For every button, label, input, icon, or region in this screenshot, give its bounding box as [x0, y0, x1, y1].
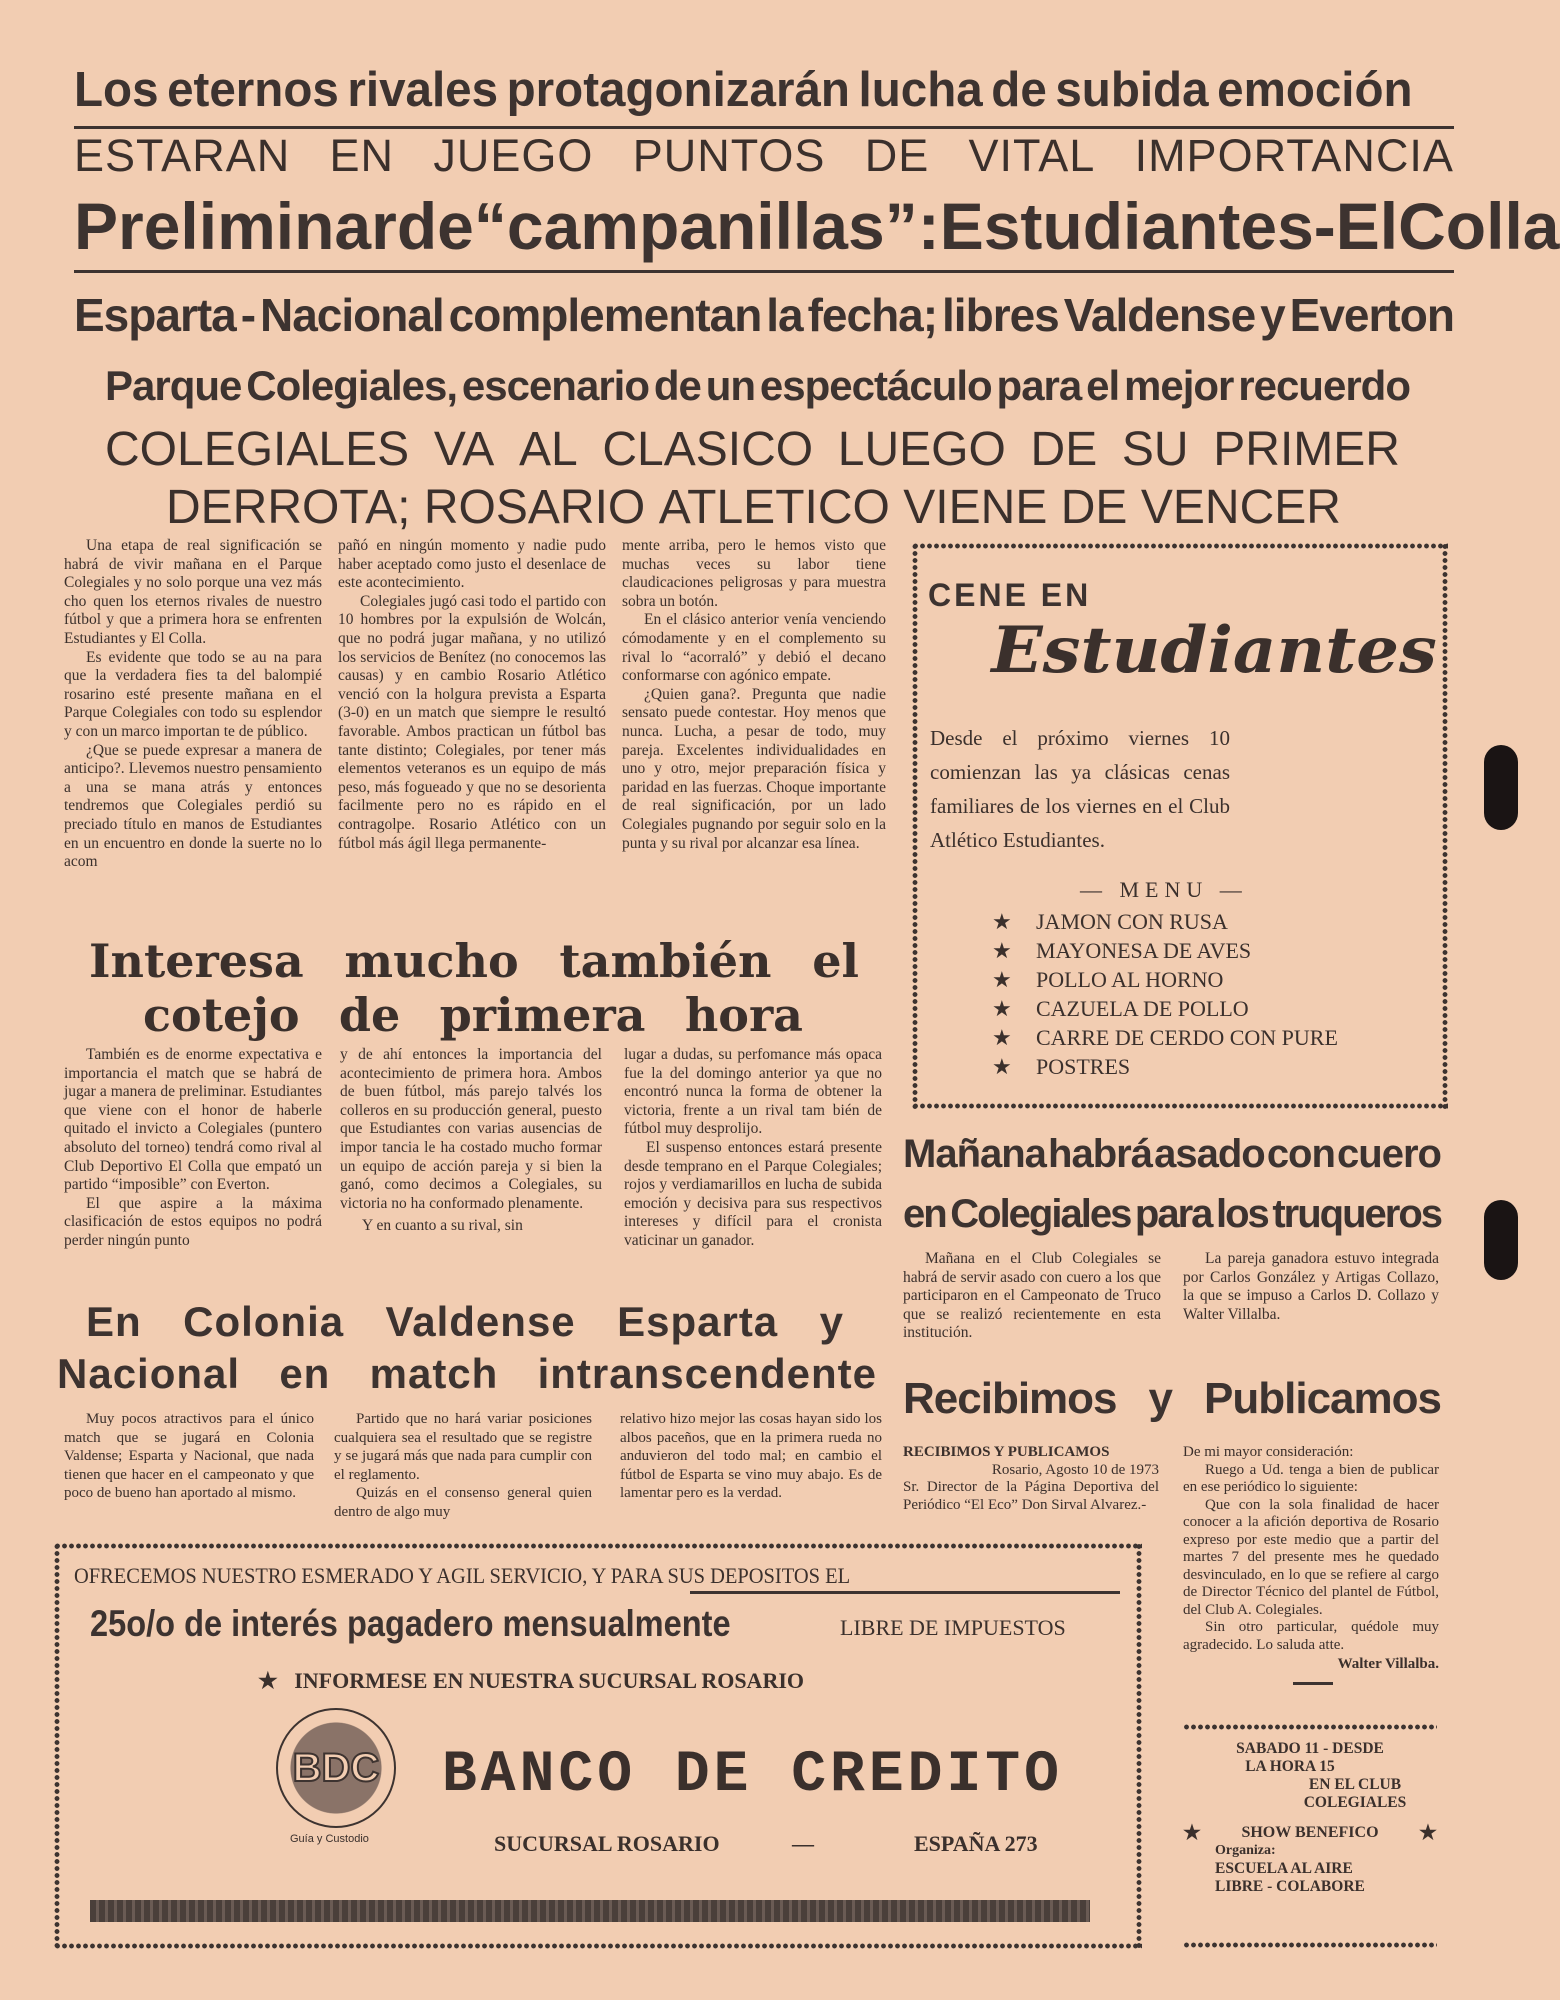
headline-word: cotejo: [143, 988, 300, 1042]
headline-word: COLEGIALES: [105, 423, 410, 476]
menu-item-label: CAZUELA DE POLLO: [1036, 996, 1249, 1021]
headline-word: un: [705, 362, 756, 409]
article2-column-2: [340, 1046, 602, 1236]
paragraph: relativo hizo mejor las cosas hayan sido los albos paceños, que en la primera rueda no anduvieron del todo mal; en cambio el fútbol de Esparta se vino muy abajo. Es de lamentar pero es la verdad.: [620, 1411, 882, 1502]
menu-item-label: JAMON CON RUSA: [1036, 909, 1228, 934]
headline-word: la: [766, 289, 803, 341]
paragraph: El suspenso entonces estará presente desde temprano en el Parque Colegiales; rojos y verdiamarillos en lucha de subida emoción y decisiva para sus respectivos intereses y difícil para el cronista vaticinar un ganador.: [624, 1138, 882, 1249]
headline-rule: [74, 270, 1454, 273]
bdc-motto: Guía y Custodio: [290, 1833, 369, 1845]
article1-column-3: [622, 537, 886, 853]
menu-item: [992, 936, 1338, 965]
headline-word: de: [396, 189, 474, 263]
dotted-border: [912, 1103, 1448, 1109]
headline-word: Colegiales: [950, 1192, 1131, 1236]
paragraph: ¿Quien gana?. Pregunta que nadie sensato puede contestar. Hoy menos que nunca. Lucha, a pesar de todo, muy pareja. Excelentes individualidades en uno y otro, mejor preparación física y paridad en las fuerzas. Choque importante de real significación, por un lado Colegiales pugnando por seguir solo en la punta y su rival por alcanzar esa línea.: [622, 685, 886, 852]
headline-word: de: [338, 988, 401, 1042]
headline-word: recuerdo: [1238, 362, 1410, 409]
paragraph: Ruego a Ud. tenga a bien de publicar en ese periódico lo siguiente:: [1183, 1461, 1439, 1495]
headline-word: el: [812, 934, 859, 988]
headline-word: mucho: [344, 934, 519, 988]
cene-estudiantes-ad: [912, 543, 1448, 1109]
paragraph: ¿Que se puede expresar a manera de anticipo?. Llevemos nuestro pensamiento a una se mana atrás y entonces tendremos que Colegiales perdió su preciado título en manos de Estudiantes en un encuentro en donde la suerte no lo acom: [64, 741, 322, 871]
headline-word: Preliminar: [74, 189, 397, 263]
headline-word: Esparta: [617, 1298, 779, 1345]
headline-word: eternos: [167, 63, 339, 117]
paragraph: Quizás en el consenso general quien dentro de algo muy: [334, 1485, 592, 1520]
headline-word: Colegiales,: [246, 362, 458, 409]
decorative-bar: [90, 1900, 1090, 1922]
headline-word: fecha;: [807, 289, 938, 341]
headline-7: [166, 480, 1341, 535]
dotted-border: [912, 543, 1448, 549]
paragraph: Muy pocos atractivos para el único match que se jugará en Colonia Valdense; Esparta y Nacional, que nada tienen que hacer en el campeonato y que poco de bueno han aportado al mismo.: [64, 1411, 314, 1502]
article1-column-1: [64, 537, 322, 872]
star-icon: ★: [992, 938, 1012, 963]
headline-word: Colonia: [183, 1298, 345, 1345]
headline-word: asado: [1154, 1132, 1265, 1176]
dotted-rule: [1183, 1942, 1437, 1948]
star-icon: ★: [1183, 1822, 1201, 1844]
paragraph: pañó en ningún momento y nadie pudo haber aceptado como justo el desenlace de este acontecimiento.: [338, 537, 606, 592]
show-organizer: ESCUELA AL AIRE: [1215, 1860, 1353, 1877]
headline-word: hora: [684, 988, 803, 1042]
headline-word: AL: [518, 423, 578, 476]
headline-word: Colla: [1398, 189, 1560, 263]
asado-column-1: [903, 1250, 1161, 1343]
headline-word: -: [1313, 189, 1336, 263]
headline-word: VENCER: [1140, 481, 1341, 534]
headline-word: truqueros: [1272, 1192, 1441, 1236]
headline-word: ESTARAN: [74, 130, 291, 181]
headline-word: mejor: [1124, 362, 1234, 409]
headline-word: CLASICO: [602, 423, 814, 476]
star-icon: ★: [992, 909, 1012, 934]
headline-word: Nacional: [259, 289, 444, 341]
star-icon: ★: [1419, 1822, 1437, 1844]
article2-column-3: [624, 1046, 882, 1251]
headline-word: con: [1266, 1132, 1335, 1176]
paragraph: El que aspire a la máxima clasificación de estos equipos no podrá perder ningún punto: [64, 1194, 322, 1249]
headline-word: en: [903, 1192, 946, 1236]
interest-rate-headline: 25o/o de interés pagadero mensualmente: [90, 1603, 731, 1644]
headline-word: espectáculo: [759, 362, 992, 409]
letter-signature: Walter Villalba.: [1337, 1656, 1439, 1672]
menu-list: [992, 907, 1338, 1081]
headline-word: Interesa: [89, 934, 304, 988]
paragraph: Y en cuanto a su rival, sin: [362, 1217, 523, 1235]
dotted-rule: [1183, 1724, 1437, 1730]
headline-word: El: [1335, 189, 1399, 263]
headline-word: también: [559, 934, 772, 988]
headline-word: Valdense: [1063, 289, 1256, 341]
headline-word: subida: [1055, 63, 1209, 117]
menu-item-label: POSTRES: [1036, 1054, 1131, 1079]
menu-item: [992, 1023, 1338, 1052]
letter-subhead: RECIBIMOS Y PUBLICAMOS: [903, 1444, 1110, 1460]
article3-title-2: [57, 1350, 877, 1398]
headline-word: Esparta: [74, 289, 236, 341]
asado-title-1: [903, 1132, 1441, 1177]
paragraph: En el clásico anterior venía venciendo cómodamente y en el complemento su rival lo “acorraló” y debió el decano conformarse con agónico empate.: [622, 611, 886, 685]
headline-word: emoción: [1217, 63, 1413, 117]
headline-word: JUEGO: [433, 130, 594, 181]
paragraph: Una etapa de real significación se habrá de vivir mañana en el Parque Colegiales y no solo porque una vez más cho quen los eternos rivales de nuestro fútbol y que a primera hora se enfrenten Estudiantes y El Colla.: [64, 537, 322, 647]
article3-column-2: [334, 1410, 592, 1522]
headline-word: Valdense: [385, 1298, 576, 1345]
menu-item-label: CARRE DE CERDO CON PURE: [1036, 1025, 1338, 1050]
headline-word: Estudiantes: [939, 189, 1314, 263]
show-organizer-2: LIBRE - COLABORE: [1215, 1878, 1365, 1895]
headline-word: DE: [864, 130, 930, 181]
dotted-border: [1442, 543, 1448, 1109]
headline-word: -: [240, 289, 256, 341]
paragraph: También es de enorme expectativa e importancia el match que se habrá de jugar a manera de preliminar. Estudiantes que viene con el honor de haberle quitado el invicto a Colegiales (puntero absoluto del torneo) tendrá como rival al Club Deportivo El Colla que empató un partido “imposible” con Everton.: [64, 1046, 322, 1194]
headline-word: intranscendente: [537, 1350, 877, 1397]
headline-word: Nacional: [57, 1350, 241, 1397]
headline-word: IMPORTANCIA: [1134, 130, 1454, 181]
letter-header: [903, 1444, 1159, 1514]
menu-item: [992, 994, 1338, 1023]
banco-de-credito-ad: [54, 1543, 1142, 1949]
show-date: SABADO 11 - DESDE: [1236, 1740, 1384, 1757]
show-place: EN EL CLUB: [1308, 1776, 1402, 1793]
headline-word: Los: [74, 63, 159, 117]
headline-6: [105, 422, 1400, 477]
paragraph: Partido que no hará variar posiciones cualquiera sea el resultado que se registre y se jugará más que nada para cumplir con el reglamento.: [334, 1411, 592, 1483]
asado-column-2: [1183, 1250, 1439, 1324]
dotted-border: [1136, 1543, 1142, 1949]
star-icon: ★: [992, 1054, 1012, 1079]
divider: [1293, 1682, 1333, 1685]
dotted-border: [912, 543, 918, 1109]
headline-word: en: [279, 1350, 331, 1397]
headline-word: ROSARIO: [423, 481, 646, 534]
star-icon: ★: [258, 1668, 295, 1693]
letter-body: [1183, 1444, 1439, 1685]
headline-word: EN: [329, 130, 395, 181]
menu-item: [992, 965, 1338, 994]
headline-word: los: [1215, 1192, 1268, 1236]
recibimos-title-word: Publicamos: [1204, 1374, 1441, 1423]
headline-word: PUNTOS: [632, 130, 826, 181]
headline-3: [74, 188, 1560, 264]
headline-word: para: [1134, 1192, 1212, 1236]
headline-word: escenario: [461, 362, 649, 409]
letter-date: Rosario, Agosto 10 de 1973: [991, 1461, 1159, 1478]
headline-word: DERROTA;: [166, 481, 411, 534]
headline-word: el: [1086, 362, 1120, 409]
headline-word: “campanillas”:: [473, 189, 940, 263]
dotted-border: [54, 1543, 60, 1949]
headline-word: de: [991, 63, 1047, 117]
headline-word: primera: [439, 988, 646, 1042]
show-organizer-label: Organiza:: [1215, 1843, 1276, 1858]
headline-2: [74, 130, 1454, 182]
headline-5: [105, 362, 1410, 410]
headline-1-text: [74, 62, 1413, 118]
headline-word: para: [996, 362, 1082, 409]
headline-word: Parque: [105, 362, 242, 409]
menu-item: [992, 1052, 1338, 1081]
bank-offer-line: OFRECEMOS NUESTRO ESMERADO Y AGIL SERVICIO, Y PARA SUS DEPOSITOS EL: [74, 1563, 851, 1588]
dotted-border: [54, 1943, 1142, 1949]
headline-rule: [74, 126, 1454, 129]
headline-word: y: [819, 1298, 844, 1345]
paragraph: lugar a dudas, su perfomance más opaca fue la del domingo anterior ya que no encontró nunca la forma de obtener la victoria, frente a un rival tam bién de fútbol muy desprolijo.: [624, 1046, 882, 1138]
tax-free-label: LIBRE DE IMPUESTOS: [840, 1615, 1066, 1640]
paragraph: Sin otro particular, quédole muy agradecido. Lo saluda atte.: [1183, 1619, 1439, 1653]
underline: [690, 1591, 1120, 1594]
headline-word: y: [1260, 289, 1285, 341]
headline-word: lucha: [858, 63, 983, 117]
headline-word: DE: [1060, 481, 1128, 534]
headline-word: de: [653, 362, 701, 409]
branch-label: SUCURSAL ROSARIO: [494, 1831, 720, 1856]
letter-address: Sr. Director de la Página Deportiva del Periódico “El Eco” Don Sirval Alvarez.-: [903, 1479, 1159, 1513]
branch-address: ESPAÑA 273: [914, 1831, 1038, 1856]
show-benefico-notice: [1183, 1740, 1437, 1896]
info-text: INFORMESE EN NUESTRA SUCURSAL ROSARIO: [294, 1668, 805, 1693]
paragraph: Que con la sola finalidad de hacer conocer a la afición deportiva de Rosario expreso por este medio que a partir del martes 7 del presente mes he quedado desvinculado, en lo que se refiere al cargo de Director Técnico del plantel de Fútbol, del Club A. Colegiales.: [1183, 1496, 1439, 1618]
show-time: LA HORA 15: [1245, 1758, 1335, 1775]
star-icon: ★: [992, 967, 1012, 992]
menu-item-label: MAYONESA DE AVES: [1036, 938, 1252, 963]
star-icon: ★: [992, 1025, 1012, 1050]
headline-word: ATLETICO: [658, 481, 890, 534]
paragraph: y de ahí entonces la importancia del acontecimiento de primera hora. Ambos de buen fútbol, más parejo talvés los colleros en su producción general, puesto que Estudiantes con varias ausencias de impor tancia le ha costado mucho formar un equipo de acción pareja y si bien la ganó, como decimos a Colegiales, su victoria no ha conformado plenamente.: [340, 1046, 602, 1212]
headline-word: SU: [1121, 423, 1189, 476]
headline-word: complementan: [448, 289, 762, 341]
article2-title-1: [89, 934, 859, 988]
paragraph: mente arriba, pero le hemos visto que muchas veces su labor tiene claudicaciones peligrosas y para muestra sobra un botón.: [622, 537, 886, 610]
headline-word: habrá: [1048, 1132, 1152, 1176]
menu-item: [992, 907, 1338, 936]
recibimos-title-word: Recibimos: [903, 1374, 1117, 1423]
headline-word: PRIMER: [1213, 423, 1400, 476]
star-icon: ★: [992, 996, 1012, 1021]
paragraph: Es evidente que todo se au na para que la verdadera fies ta del balompié rosarino esté presente mañana en el Parque Colegiales con todo su esplendor y con un marco importan te de público.: [64, 648, 322, 740]
headline-1: [74, 62, 1413, 118]
binding-hole: [1484, 745, 1518, 830]
recibimos-title: [903, 1374, 1441, 1424]
headline-word: cuero: [1337, 1132, 1441, 1176]
headline-word: match: [369, 1350, 499, 1397]
menu-title: — MENU —: [1080, 877, 1248, 902]
headline-word: DE: [1030, 423, 1098, 476]
headline-word: libres: [942, 289, 1059, 341]
recibimos-title-word: y: [1148, 1374, 1173, 1423]
article2-column-1: [64, 1046, 322, 1251]
bdc-logo-letters: BDC: [292, 1745, 380, 1790]
dotted-border: [54, 1543, 1142, 1549]
article3-title-1: [86, 1298, 844, 1346]
headline-word: VITAL: [968, 130, 1096, 181]
letter-greeting: De mi mayor consideración:: [1183, 1444, 1354, 1460]
asado-title-2: [903, 1192, 1441, 1237]
bdc-logo: [276, 1708, 396, 1828]
headline-word: Everton: [1289, 289, 1454, 341]
headline-word: VIENE: [903, 481, 1048, 534]
paragraph: Mañana en el Club Colegiales se habrá de servir asado con cuero a los que participaron en el Campeonato de Truco que se realizó recientemente en esta institución.: [903, 1250, 1161, 1342]
estudiantes-title: Estudiantes: [991, 613, 1437, 688]
headline-word: VA: [433, 423, 495, 476]
article3-column-1: [64, 1410, 314, 1503]
paragraph: La pareja ganadora estuvo integrada por Carlos González y Artigas Collazo, la que se impuso a Carlos D. Collazo y Walter Villalba.: [1183, 1250, 1439, 1323]
cene-en-label: CENE EN: [928, 577, 1092, 613]
paragraph: Colegiales jugó casi todo el partido con 10 hombres por la expulsión de Wolcán, que no podrá jugar mañana, y no utilizó los servicios de Benítez (no conocemos las causas) y en cambio Rosario Atlético venció con la holgura prevista a Esparta (3-0) en un match que siempre le resultó favorable. Ambos practican un fútbol bas tante distinto; Colegiales, por tener más elementos veteranos es un equipo de más peso, más fogueado y que no se desorienta facilmente pero no es rápido en el contragolpe. Rosario Atlético con un fútbol más ágil llega permanente-: [338, 592, 606, 852]
headline-word: LUEGO: [837, 423, 1006, 476]
separator: —: [792, 1831, 814, 1856]
article3-column-3: [620, 1410, 882, 1503]
headline-word: protagonizarán: [506, 63, 850, 117]
headline-word: Mañana: [903, 1132, 1046, 1176]
headline-word: rivales: [347, 63, 499, 117]
bank-name: BANCO DE CREDITO: [442, 1743, 1063, 1808]
menu-item-label: POLLO AL HORNO: [1036, 967, 1224, 992]
show-place-2: COLEGIALES: [1303, 1794, 1407, 1811]
article1-column-2: [338, 537, 606, 853]
info-line: [258, 1668, 804, 1694]
article2-title-2: [143, 988, 803, 1042]
binding-hole: [1484, 1200, 1518, 1280]
cene-text: Desde el próximo viernes 10 comienzan las ya clásicas cenas familiares de los viernes en el Club Atlético Estudiantes.: [930, 726, 1230, 852]
show-title: SHOW BENEFICO: [1241, 1824, 1379, 1841]
headline-4: [74, 288, 1454, 342]
headline-word: En: [86, 1298, 142, 1345]
